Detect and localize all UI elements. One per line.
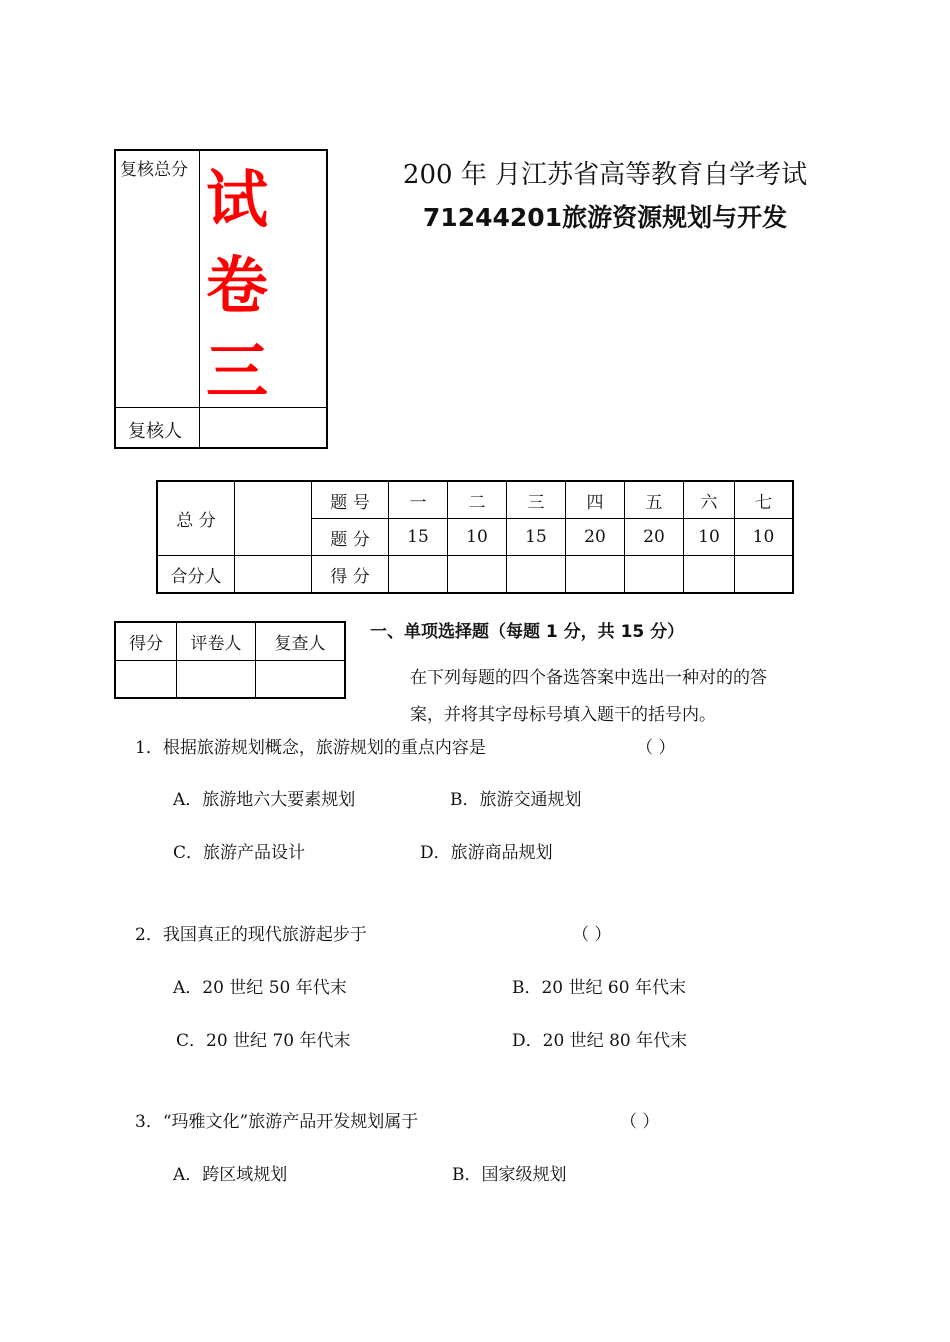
option-a[interactable]: A．旅游地六大要素规划 xyxy=(173,790,356,810)
answer-bracket[interactable]: （ ） xyxy=(620,1112,660,1132)
obtained-score-field[interactable] xyxy=(625,556,684,594)
grader-header-score: 得分 xyxy=(115,622,177,660)
paper-number-char: 试 xyxy=(205,163,268,236)
question-score-cell: 10 xyxy=(735,519,794,556)
exam-title-line1: 200 年 月江苏省高等教育自学考试 xyxy=(402,160,808,190)
checker-name-field[interactable] xyxy=(256,660,346,698)
option-b[interactable]: B．旅游交通规划 xyxy=(450,790,582,810)
question-score-cell: 20 xyxy=(625,519,684,556)
row-label-question-number: 题 号 xyxy=(312,481,389,519)
option-c[interactable]: C．旅游产品设计 xyxy=(173,843,306,863)
question-number-cell: 二 xyxy=(448,481,507,519)
grader-header-checker: 复查人 xyxy=(256,622,346,660)
question-number-cell: 三 xyxy=(507,481,566,519)
option-b[interactable]: B．20 世纪 60 年代末 xyxy=(512,978,686,998)
section-heading: 一、单项选择题（每题 1 分，共 15 分） xyxy=(370,622,685,642)
obtained-score-field[interactable] xyxy=(684,556,735,594)
section-instructions-cutoff: 案，并将其字母标号填入题干的括号内。 xyxy=(410,705,716,725)
question-score-cell: 10 xyxy=(448,519,507,556)
obtained-score-field[interactable] xyxy=(448,556,507,594)
reviewer-label: 复核人 xyxy=(128,421,182,442)
review-box xyxy=(114,149,328,449)
score-table xyxy=(156,480,794,594)
review-total-label: 复核总分 xyxy=(120,160,188,180)
obtained-score-field[interactable] xyxy=(566,556,625,594)
total-score-label: 总 分 xyxy=(157,481,235,556)
option-a[interactable]: A．20 世纪 50 年代末 xyxy=(173,978,347,998)
answer-bracket[interactable]: （ ） xyxy=(572,925,612,945)
option-a[interactable]: A．跨区域规划 xyxy=(173,1165,288,1185)
combiner-field[interactable] xyxy=(235,556,312,594)
question-number-cell: 四 xyxy=(566,481,625,519)
section-instructions: 在下列每题的四个备选答案中选出一种对的的答 xyxy=(410,668,767,688)
row-label-obtained-score: 得 分 xyxy=(312,556,389,594)
option-b[interactable]: B．国家级规划 xyxy=(452,1165,567,1185)
question-stem: 1．根据旅游规划概念，旅游规划的重点内容是 xyxy=(135,738,486,758)
reviewer-field[interactable] xyxy=(200,408,326,447)
question-number-cell: 七 xyxy=(735,481,794,519)
question-stem: 2．我国真正的现代旅游起步于 xyxy=(135,925,367,945)
option-d[interactable]: D．旅游商品规划 xyxy=(420,843,553,863)
answer-bracket[interactable]: （ ） xyxy=(636,738,676,758)
combiner-label: 合分人 xyxy=(157,556,235,594)
question-score-cell: 15 xyxy=(507,519,566,556)
grader-name-field[interactable] xyxy=(177,660,256,698)
obtained-score-field[interactable] xyxy=(389,556,448,594)
paper-number-char: 卷 xyxy=(205,249,268,322)
question-number-cell: 一 xyxy=(389,481,448,519)
exam-title-line2: 71244201旅游资源规划与开发 xyxy=(422,203,788,232)
grader-header-grader: 评卷人 xyxy=(177,622,256,660)
question-number-cell: 五 xyxy=(625,481,684,519)
obtained-score-field[interactable] xyxy=(507,556,566,594)
grader-table xyxy=(114,621,346,699)
row-label-question-score: 题 分 xyxy=(312,519,389,556)
question-score-cell: 15 xyxy=(389,519,448,556)
option-c[interactable]: C．20 世纪 70 年代末 xyxy=(176,1031,351,1051)
paper-number-char: 三 xyxy=(205,335,268,408)
question-score-cell: 20 xyxy=(566,519,625,556)
question-score-cell: 10 xyxy=(684,519,735,556)
option-d[interactable]: D．20 世纪 80 年代末 xyxy=(512,1031,688,1051)
grader-score-field[interactable] xyxy=(115,660,177,698)
review-box-divider xyxy=(199,151,200,447)
total-score-field[interactable] xyxy=(235,481,312,556)
question-stem: 3．“玛雅文化”旅游产品开发规划属于 xyxy=(135,1112,419,1132)
question-number-cell: 六 xyxy=(684,481,735,519)
paper-number-title xyxy=(202,157,272,415)
obtained-score-field[interactable] xyxy=(735,556,794,594)
